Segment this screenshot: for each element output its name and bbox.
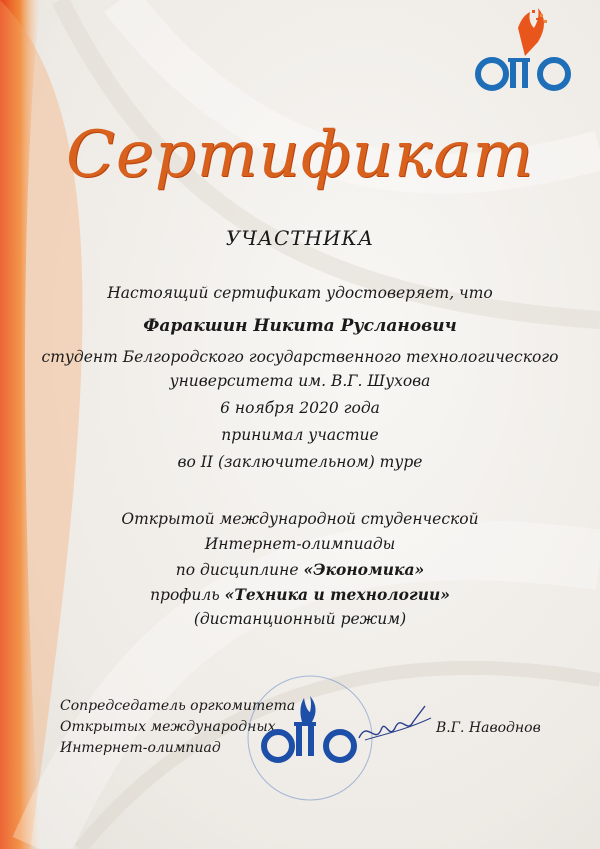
profile-prefix: профиль — [150, 586, 220, 604]
round-text: во II (заключительном) туре — [177, 453, 423, 471]
handwritten-signature-icon — [355, 700, 435, 750]
status-line-2: университета им. В.Г. Шухова — [169, 372, 431, 390]
discipline-prefix: по дисциплине — [175, 561, 299, 579]
profile-line — [0, 585, 600, 604]
signatory-line-2: Открытых международных — [60, 719, 276, 735]
certificate-title: Сертификат — [65, 118, 535, 192]
date-text: 6 ноября 2020 года — [220, 399, 380, 417]
signatory-line-1: Сопредседатель оргкомитета — [60, 698, 296, 714]
mode-text: (дистанционный режим) — [193, 610, 407, 628]
status-line-1: студент Белгородского государственного технологического — [41, 348, 559, 366]
olympiad-line-2: Интернет-олимпиады — [204, 535, 396, 553]
discipline-line — [0, 560, 600, 579]
discipline-name: «Экономика» — [303, 560, 425, 579]
profile-name: «Техника и технологии» — [224, 585, 450, 604]
signatory-line-3: Интернет-олимпиад — [60, 740, 221, 756]
recipient-name: Фаракшин Никита Русланович — [143, 316, 457, 336]
certificate-subtitle: УЧАСТНИКА — [225, 226, 375, 250]
olympiad-logo-icon — [470, 8, 580, 98]
participated-text: принимал участие — [221, 426, 379, 444]
intro-text: Настоящий сертификат удостоверяет, что — [107, 284, 493, 302]
signatory-name: В.Г. Наводнов — [436, 720, 541, 736]
olympiad-line-1: Открытой международной студенческой — [121, 510, 479, 528]
